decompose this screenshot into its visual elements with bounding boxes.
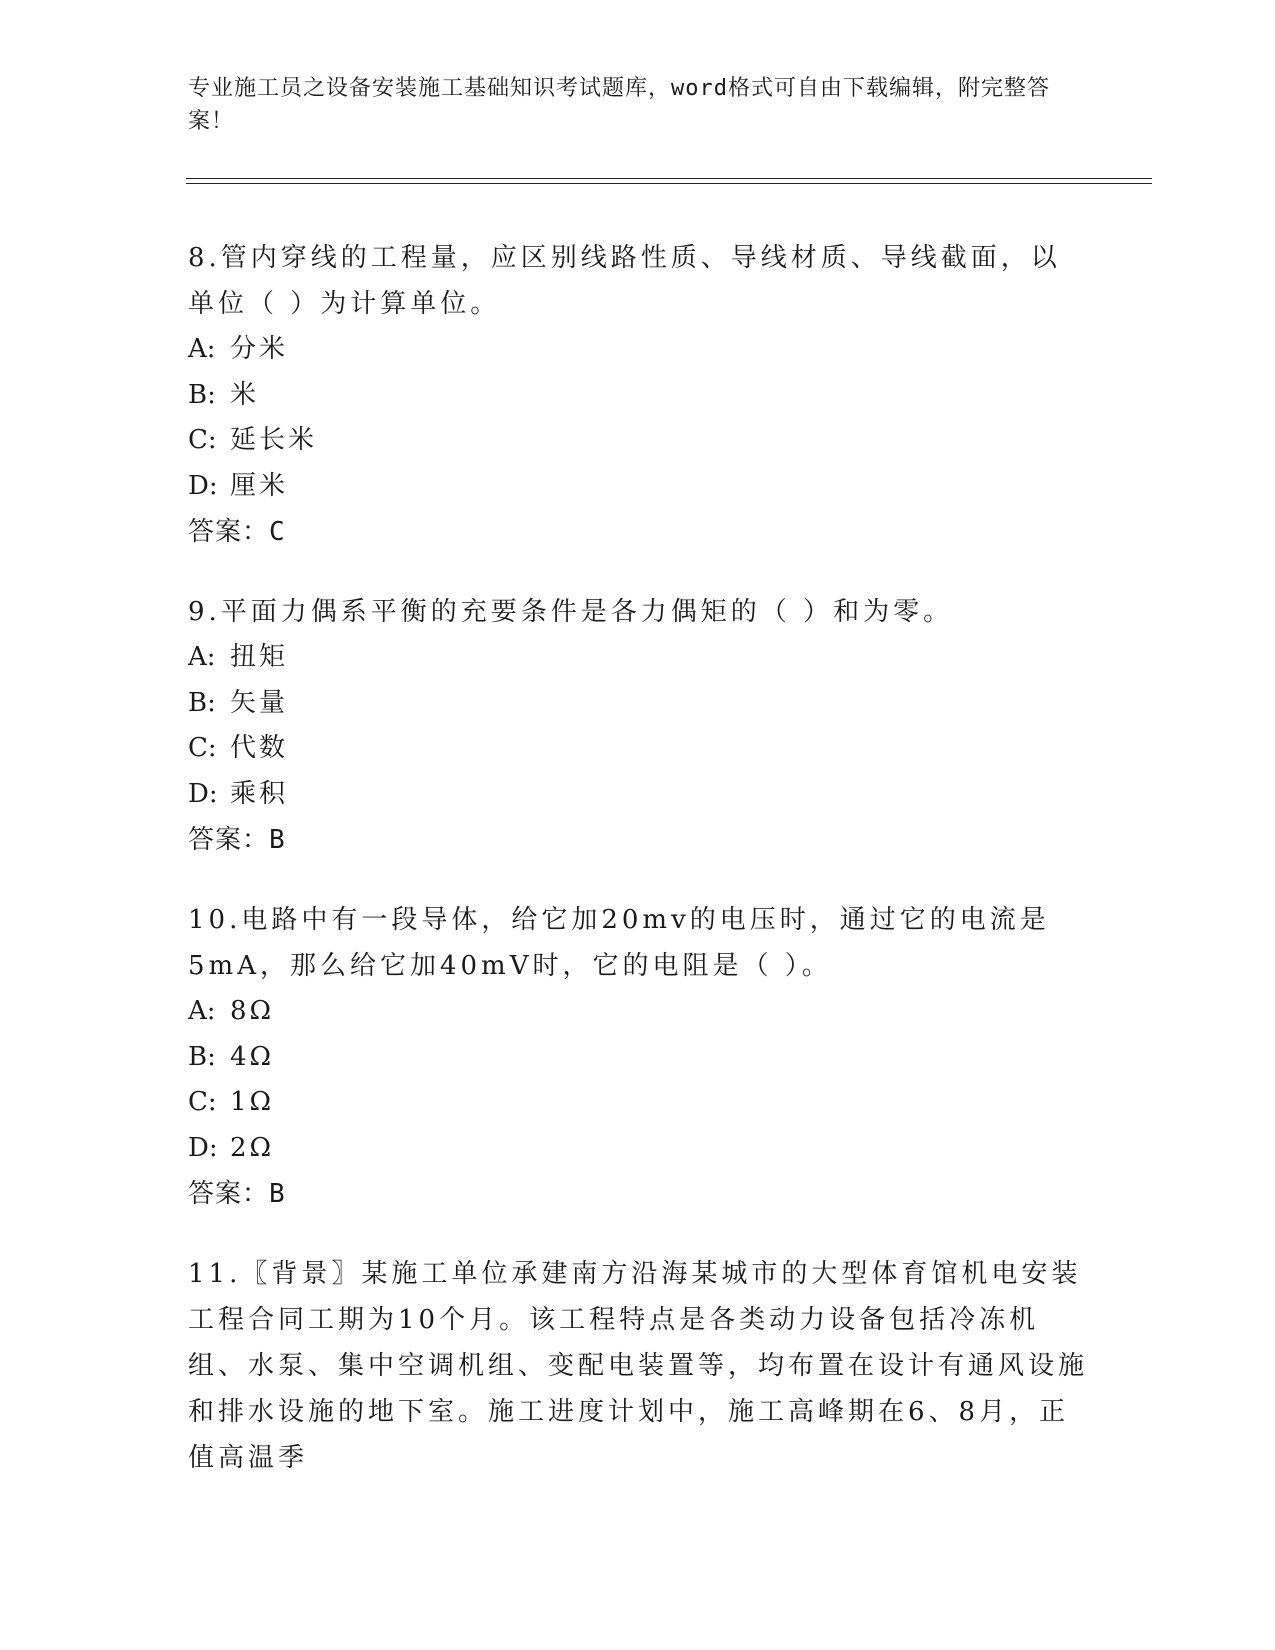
option-b <box>188 373 1088 419</box>
option-text: 矢量 <box>230 687 289 718</box>
option-letter: C: <box>188 425 217 455</box>
answer-line: 答案：C <box>188 517 286 547</box>
option-text: 分米 <box>230 334 289 364</box>
option-d <box>188 772 1088 818</box>
option-letter: A: <box>188 334 216 364</box>
option-b <box>188 1035 1088 1081</box>
option-text: 乘积 <box>230 778 289 809</box>
option-text: 扭矩 <box>230 642 289 672</box>
option-c <box>188 1080 1088 1126</box>
question-stem: 10.电路中有一段导体，给它加20mv的电压时，通过它的电流是5mA，那么给它加40mV时，它的电阻是（ ）。 <box>188 905 1050 981</box>
answer-line: 答案：B <box>188 825 286 855</box>
option-letter: B: <box>188 1041 216 1072</box>
question-stem: 9.平面力偶系平衡的充要条件是各力偶矩的（ ）和为零。 <box>188 597 954 627</box>
question-9 <box>188 589 1088 863</box>
option-a <box>188 635 1088 681</box>
header-divider-bottom <box>186 183 1152 184</box>
option-text: 2Ω <box>230 1132 275 1163</box>
question-10 <box>188 897 1088 1217</box>
option-text: 1Ω <box>230 1087 275 1117</box>
option-letter: C: <box>188 1087 217 1117</box>
option-text: 4Ω <box>230 1041 275 1072</box>
option-d <box>188 464 1088 510</box>
option-text: 8Ω <box>230 996 275 1026</box>
option-b <box>188 681 1088 727</box>
option-d <box>188 1126 1088 1172</box>
question-11 <box>188 1251 1088 1481</box>
document-header: 专业施工员之设备安装施工基础知识考试题库，word格式可自由下载编辑，附完整答案！ <box>188 76 1050 134</box>
option-c <box>188 418 1088 464</box>
option-a <box>188 989 1088 1035</box>
option-letter: A: <box>188 642 216 672</box>
option-c <box>188 726 1088 772</box>
option-letter: A: <box>188 996 216 1026</box>
question-8 <box>188 235 1088 555</box>
option-text: 延长米 <box>230 425 318 455</box>
question-stem: 11.〖背景〗某施工单位承建南方沿海某城市的大型体育馆机电安装工程合同工期为10个月。该工程特点是各类动力设备包括冷冻机组、水泵、集中空调机组、变配电装置等，均布置在设计有通风设施和排水设施的地下室。施工进度计划中，施工高峰期在6、8月，正值高温季 <box>188 1259 1089 1473</box>
option-text: 米 <box>230 379 260 410</box>
header-divider-top <box>186 178 1152 179</box>
answer-line: 答案：B <box>188 1179 286 1209</box>
option-letter: B: <box>188 687 216 718</box>
option-text: 代数 <box>230 733 289 763</box>
option-letter: D: <box>188 778 218 809</box>
question-list <box>188 235 1088 1515</box>
option-letter: D: <box>188 470 218 501</box>
option-letter: D: <box>188 1132 218 1163</box>
option-letter: C: <box>188 733 217 763</box>
question-stem: 8.管内穿线的工程量，应区别线路性质、导线材质、导线截面，以单位（ ）为计算单位。 <box>188 243 1061 319</box>
option-text: 厘米 <box>230 470 289 501</box>
option-letter: B: <box>188 379 216 410</box>
option-a <box>188 327 1088 373</box>
